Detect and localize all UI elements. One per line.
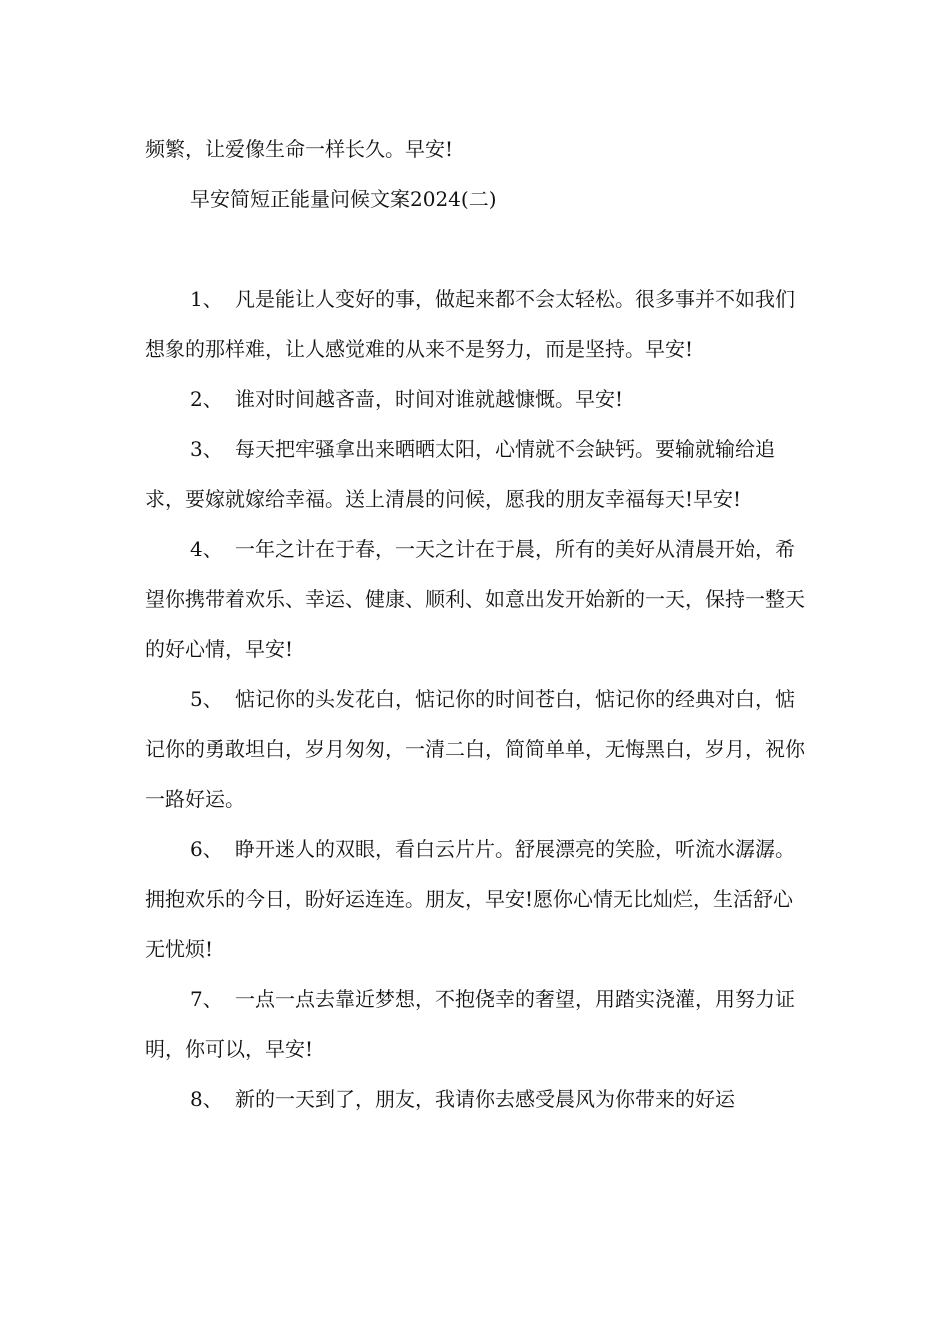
- list-item: [145, 1074, 805, 1124]
- list-item: [145, 374, 805, 424]
- item-number: 6、: [190, 837, 223, 861]
- item-text: 一年之计在于春，一天之计在于晨，所有的美好从清晨开始，希望你携带着欢乐、幸运、健康、顺利、如意出发开始新的一天，保持一整天的好心情，早安!: [145, 537, 805, 661]
- item-number: 4、: [190, 537, 223, 561]
- list-item: [145, 524, 805, 674]
- item-text: 凡是能让人变好的事，做起来都不会太轻松。很多事并不如我们想象的那样难，让人感觉难的从来不是努力，而是坚持。早安!: [145, 287, 795, 361]
- blank-line: [145, 224, 805, 274]
- item-number: 1、: [190, 287, 223, 311]
- list-item: [145, 274, 805, 374]
- item-text: 睁开迷人的双眼，看白云片片。舒展漂亮的笑脸，听流水潺潺。拥抱欢乐的今日，盼好运连连。朋友，早安!愿你心情无比灿烂，生活舒心无忧烦!: [145, 837, 795, 961]
- item-number: 5、: [190, 687, 223, 711]
- list-item: [145, 674, 805, 824]
- document-body: [145, 124, 805, 1124]
- item-text: 惦记你的头发花白，惦记你的时间苍白，惦记你的经典对白，惦记你的勇敢坦白，岁月匆匆，一清二白，简简单单，无悔黑白，岁月，祝你一路好运。: [145, 687, 805, 811]
- list-item: [145, 824, 805, 974]
- item-text: 一点一点去靠近梦想，不抱侥幸的奢望，用踏实浇灌，用努力证明，你可以，早安!: [145, 987, 795, 1061]
- list-item: [145, 424, 805, 524]
- continuation-paragraph: 频繁，让爱像生命一样长久。早安!: [145, 137, 454, 161]
- item-number: 3、: [190, 437, 223, 461]
- item-number: 8、: [190, 1087, 223, 1111]
- item-text: 每天把牢骚拿出来晒晒太阳，心情就不会缺钙。要输就输给追求，要嫁就嫁给幸福。送上清晨的问候，愿我的朋友幸福每天!早安!: [145, 437, 775, 511]
- item-number: 2、: [190, 387, 223, 411]
- item-text: 谁对时间越吝啬，时间对谁就越慷慨。早安!: [235, 387, 624, 411]
- item-text: 新的一天到了，朋友，我请你去感受晨风为你带来的好运: [235, 1087, 735, 1111]
- list-item: [145, 974, 805, 1074]
- item-number: 7、: [190, 987, 223, 1011]
- section-title: 早安简短正能量问候文案2024(二): [190, 187, 497, 211]
